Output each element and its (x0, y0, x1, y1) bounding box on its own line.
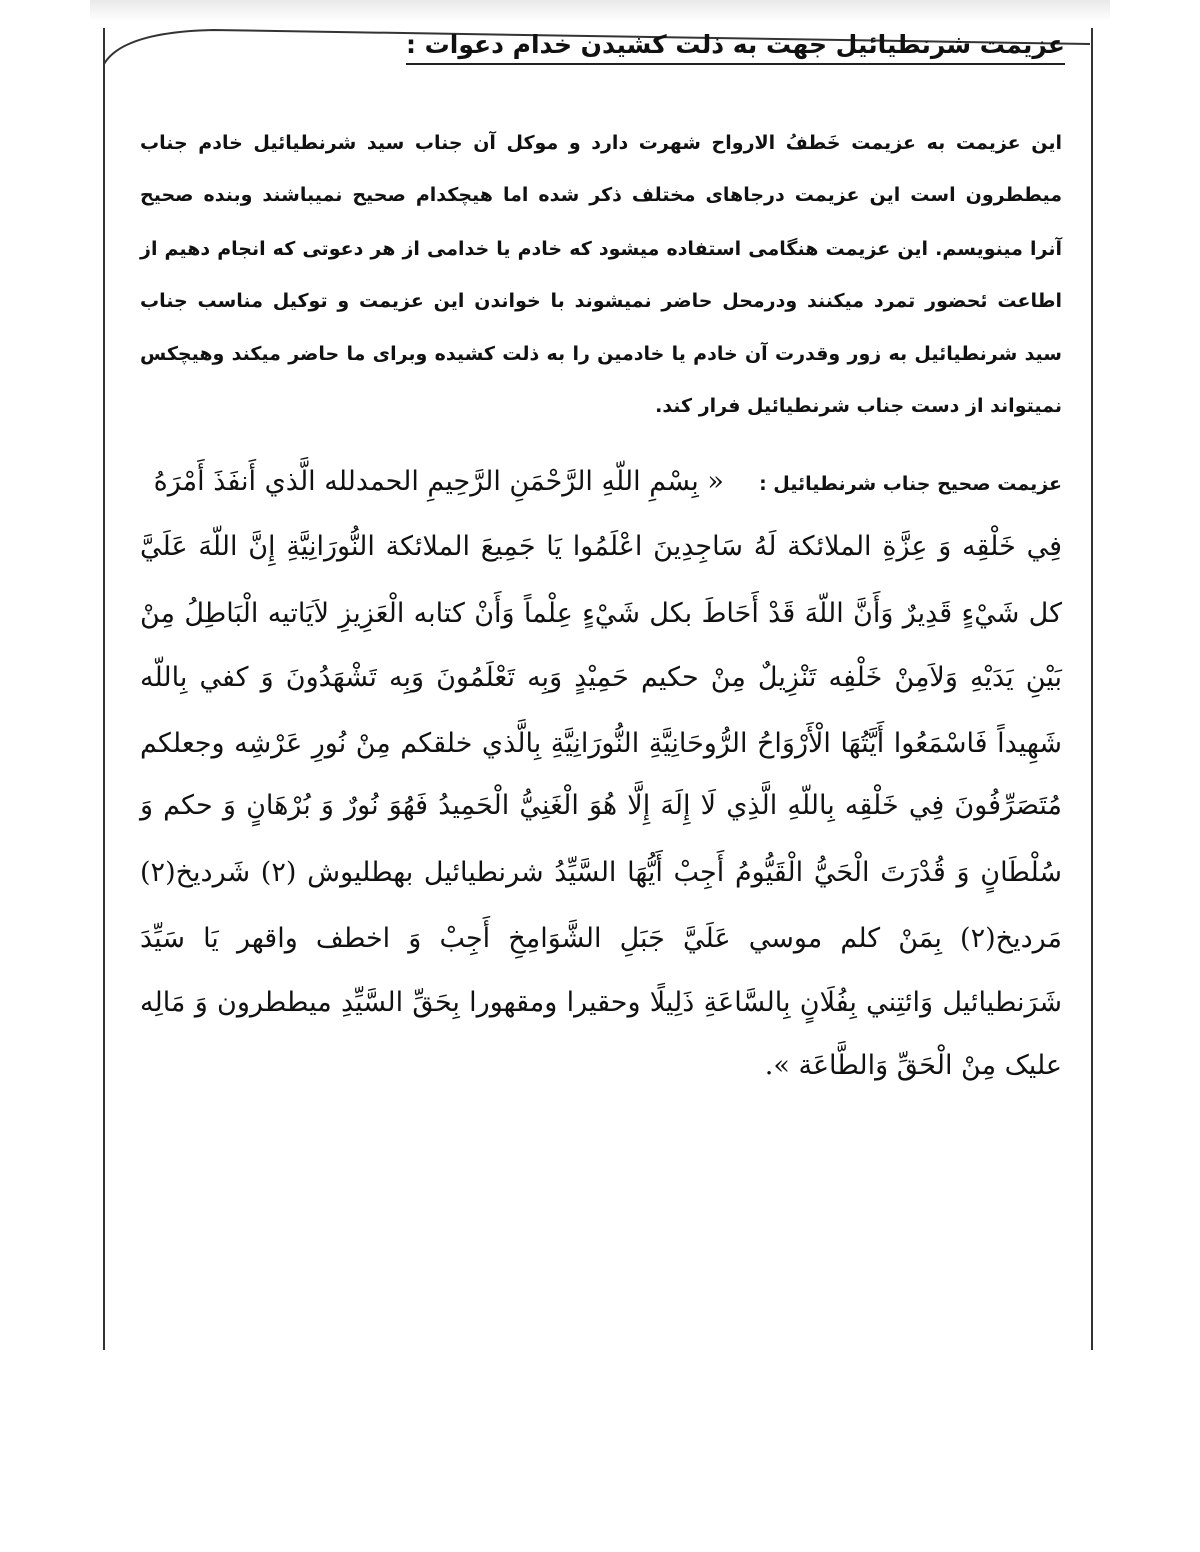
incantation-line: بَيْنِ يَدَيْهِ وَلاَمِنْ خَلْفِه تَنْزِيلٌ مِنْ حكيم حَمِيْدٍ وَبِه تَعْلَمُونَ وَبِه تَشْهَدُونَ وَ كفي بِاللّه (140, 662, 1062, 693)
intro-line: آنرا مینویسم. این عزیمت هنگامی استفاده میشود که خادم یا خدامی از هر دعوتی که انجام دهیم از (140, 238, 1062, 260)
intro-line: سید شرنطیائیل به زور وقدرت آن خادم یا خادمین را به ذلت کشیده وبرای ما حاضر میکند وهیچکس (140, 343, 1062, 365)
incantation-line: شَرَنطيائيل وَائتِني بِفُلَانٍ بِالسَّاعَةِ ذَلِيلًا وحقيرا ومقهورا بِحَقِّ السَّيِّدِ ميططرون وَ مَالِه (140, 987, 1062, 1018)
intro-line: نمیتواند از دست جناب شرنطیائیل فرار کند. (655, 395, 1062, 417)
incantation-label: عزیمت صحیح جناب شرنطیائیل : (759, 473, 1062, 495)
incantation-line: فِي خَلْقِه وَ عِزَّةِ الملائكة لَهُ سَاجِدِينَ اعْلَمُوا يَا جَمِيعَ الملائكة النُّورَانِيَّةِ إِنَّ اللّهَ عَلَيَّ (140, 531, 1062, 562)
incantation-line: سُلْطَانٍ وَ قُدْرَتَ الْحَيُّ الْقَيُّومُ أَجِبْ أَيُّهَا السَّيِّدُ شرنطيائيل بهطليوش (٢) شَرديخ(٢) (140, 857, 1063, 888)
intro-line: اطاعت ئحضور تمرد میکنند ودرمحل حاضر نمیشوند با خواندن این عزیمت و توکیل مناسب جناب (140, 290, 1062, 312)
incantation-line: عليک مِنْ الْحَقِّ وَالطَّاعَة ». (764, 1050, 1062, 1081)
incantation-line: كل شَيْءٍ قَدِيرٌ وَأَنَّ اللّهَ قَدْ أَحَاطَ بكل شَيْءٍ عِلْماً وَأَنْ كتابه الْعَزِيزِ لاَيَاتيه الْبَاطِلُ مِنْ (140, 598, 1062, 629)
incantation-line: « بِسْمِ اللّهِ الرَّحْمَنِ الرَّحِيمِ الحمدلله الَّذي أَنفَذَ أَمْرَهُ (153, 466, 724, 497)
incantation-line: مَرديخ(٢) بِمَنْ كلم موسي عَلَيَّ جَبَلِ الشَّوَامِخِ أَجِبْ وَ اخطف واقهر يَا سَيِّدَ (140, 923, 1062, 954)
page-title: عزیمت شرنطیائیل جهت به ذلت کشیدن خدام دعوات : (406, 30, 1065, 65)
intro-line: این عزیمت به عزیمت خَطفُ الارواح شهرت دارد و موکل آن جناب سید شرنطیائیل خادم جناب (140, 132, 1062, 154)
incantation-line: شَهِيداً فَاسْمَعُوا أَيَّتُهَا الْأَرْوَاحُ الرُّوحَانِيَّةِ النُّورَانِيَّةِ بِالَّذي خلقكم مِنْ نُورِ عَرْشِه وجعلكم (140, 728, 1062, 759)
intro-line: میططرون است این عزیمت درجاهای مختلف ذکر شده اما هیچکدام صحیح نمیباشند وبنده صحیح (140, 184, 1062, 206)
scan-shadow (90, 0, 1110, 22)
incantation-line: مُتَصَرِّفُونَ فِي خَلْقِه بِاللّهِ الَّذِي لَا إِلَهَ إِلَّا هُوَ الْغَنِيُّ الْحَمِيدُ فَهُوَ نُورٌ وَ بُرْهَانٍ وَ حكم وَ (140, 790, 1062, 821)
